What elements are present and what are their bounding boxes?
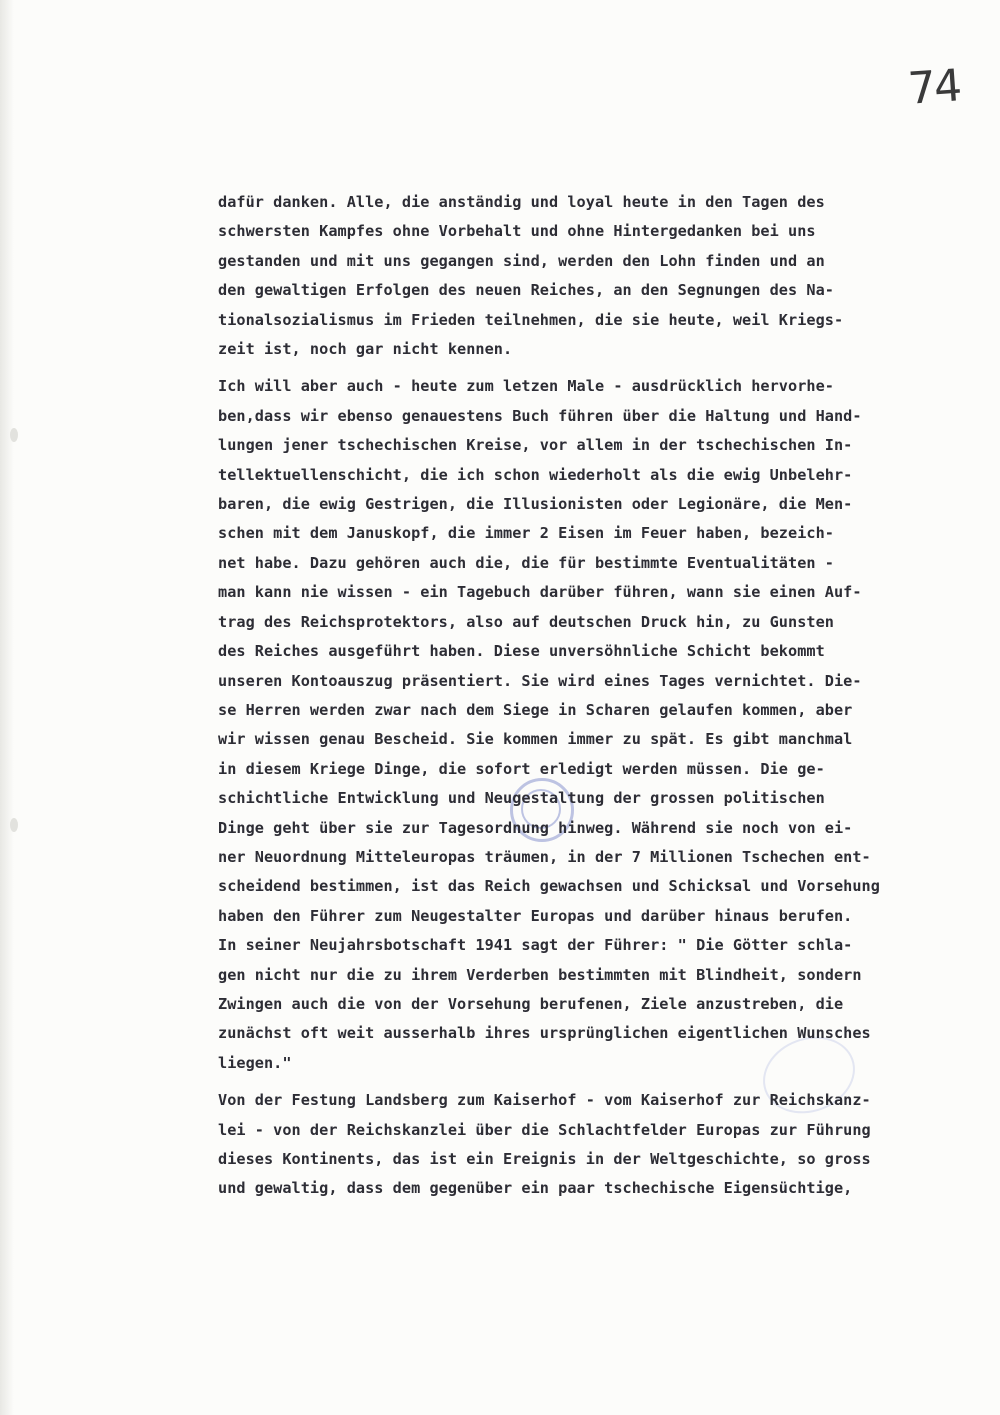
text-line: in diesem Kriege Dinge, die sofort erledigt werden müssen. Die ge- xyxy=(218,759,825,778)
text-line: man kann nie wissen - ein Tagebuch darüber führen, wann sie einen Auf- xyxy=(218,583,862,602)
text-line: liegen." xyxy=(218,1053,292,1072)
text-line: schen mit dem Januskopf, die immer 2 Eisen im Feuer haben, bezeich- xyxy=(218,524,834,543)
text-line: schichtliche Entwicklung und Neugestaltung der grossen politischen xyxy=(218,789,825,808)
text-line: gestanden und mit uns gegangen sind, werden den Lohn finden und an xyxy=(218,251,825,270)
text-line: tellektuellenschicht, die ich schon wiederholt als die ewig Unbelehr- xyxy=(218,465,853,484)
text-line: lei - von der Reichskanzlei über die Schlachtfelder Europas zur Führung xyxy=(218,1120,871,1139)
text-line: schwersten Kampfes ohne Vorbehalt und ohne Hintergedanken bei uns xyxy=(218,222,816,241)
typewritten-body xyxy=(218,188,948,1204)
text-line: net habe. Dazu gehören auch die, die für bestimmte Eventualitäten - xyxy=(218,553,834,572)
paragraph xyxy=(218,188,948,364)
text-line: lungen jener tschechischen Kreise, vor allem in der tschechischen In- xyxy=(218,436,853,455)
handwritten-page-number: 74 xyxy=(906,60,962,115)
text-line: des Reiches ausgeführt haben. Diese unversöhnliche Schicht bekommt xyxy=(218,642,825,661)
page-edge-shadow xyxy=(0,0,14,1415)
text-line: In seiner Neujahrsbotschaft 1941 sagt der Führer: " Die Götter schla- xyxy=(218,936,853,955)
text-line: tionalsozialismus im Frieden teilnehmen, die sie heute, weil Kriegs- xyxy=(218,310,844,329)
text-line: dieses Kontinents, das ist ein Ereignis in der Weltgeschichte, so gross xyxy=(218,1150,871,1168)
text-line: wir wissen genau Bescheid. Sie kommen immer zu spät. Es gibt manchmal xyxy=(218,730,853,749)
text-line: Von der Festung Landsberg zum Kaiserhof - vom Kaiserhof zur Reichskanz- xyxy=(218,1091,871,1110)
text-line: ner Neuordnung Mitteleuropas träumen, in der 7 Millionen Tschechen ent- xyxy=(218,847,871,866)
text-line: ben,dass wir ebenso genauestens Buch führen über die Haltung und Hand- xyxy=(218,406,862,425)
punch-hole xyxy=(10,428,18,442)
text-line: zeit ist, noch gar nicht kennen. xyxy=(218,340,513,359)
text-line: Ich will aber auch - heute zum letzen Male - ausdrücklich hervorhe- xyxy=(218,377,834,396)
text-line: haben den Führer zum Neugestalter Europas und darüber hinaus berufen. xyxy=(218,906,853,925)
punch-hole xyxy=(10,818,18,832)
text-line: gen nicht nur die zu ihrem Verderben bestimmten mit Blindheit, sondern xyxy=(218,965,862,984)
paragraph xyxy=(218,372,948,1078)
text-line: dafür danken. Alle, die anständig und loyal heute in den Tagen des xyxy=(218,193,825,211)
text-line: zunächst oft weit ausserhalb ihres ursprünglichen eigentlichen Wunsches xyxy=(218,1024,871,1043)
text-line: trag des Reichsprotektors, also auf deutschen Druck hin, zu Gunsten xyxy=(218,612,834,631)
paragraph xyxy=(218,1086,948,1204)
text-line: den gewaltigen Erfolgen des neuen Reiches, an den Segnungen des Na- xyxy=(218,281,834,300)
text-line: und gewaltig, dass dem gegenüber ein paar tschechische Eigensüchtige, xyxy=(218,1179,853,1198)
text-line: unseren Kontoauszug präsentiert. Sie wird eines Tages vernichtet. Die- xyxy=(218,671,862,690)
text-line: Dinge geht über sie zur Tagesordnung hinweg. Während sie noch von ei- xyxy=(218,818,853,837)
text-line: se Herren werden zwar nach dem Siege in Scharen gelaufen kommen, aber xyxy=(218,700,853,719)
text-line: scheidend bestimmen, ist das Reich gewachsen und Schicksal und Vorsehung xyxy=(218,877,880,896)
text-line: baren, die ewig Gestrigen, die Illusionisten oder Legionäre, die Men- xyxy=(218,495,853,514)
text-line: Zwingen auch die von der Vorsehung berufenen, Ziele anzustreben, die xyxy=(218,994,844,1013)
